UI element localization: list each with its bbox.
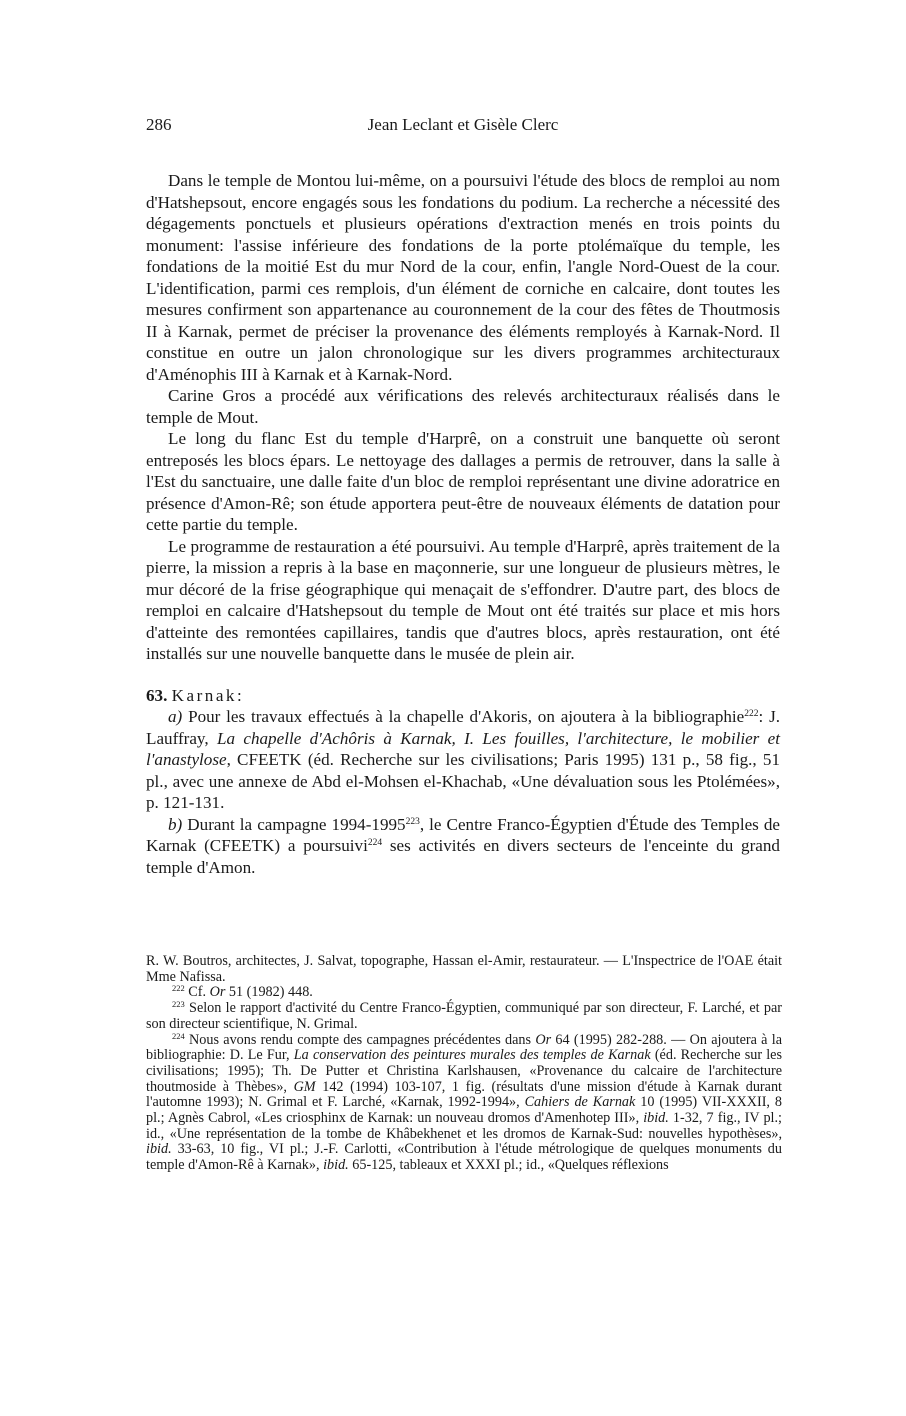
footnote-continuation: R. W. Boutros, architectes, J. Salvat, topographe, Hassan el-Amir, restaurateur. — L'Inspectrice de l'OAE était Mme Nafissa.	[146, 953, 782, 985]
footnote-223: $^{223}$ Selon le rapport d'activité du Centre Franco-Égyptien, communiqué par son directeur, F. Larché, et par son directeur scientifique, N. Grimal.	[146, 999, 782, 1032]
footnote-ref-224: 224	[367, 838, 383, 848]
footnotes	[146, 954, 782, 1174]
item-label-a: a)	[168, 707, 183, 726]
paragraph-mout: Carine Gros a procédé aux vérifications des relevés architecturaux réalisés dans le temple de Mout.	[146, 386, 780, 427]
page-number: 286	[146, 115, 172, 134]
section-number: 63.	[146, 685, 168, 705]
section-heading	[146, 685, 780, 707]
item-label-b: b)	[168, 814, 183, 834]
footnote-ref-222: 222	[744, 709, 759, 719]
footnote-222: $^{222}$ Cf. Or 51 (1982) 448.	[172, 983, 313, 1001]
book-title: La chapelle d'Achôris à Karnak, I. Les fouilles, l'architecture, le mobilier et l'anastylose	[146, 728, 780, 769]
main-text	[146, 170, 780, 878]
footnote-ref-223: 223	[405, 816, 420, 827]
running-header	[146, 114, 780, 136]
section-title: Karnak:	[171, 685, 245, 705]
paragraph-montou: Dans le temple de Montou lui-même, on a poursuivi l'étude des blocs de remploi au nom d'Hatshepsout, encore engagés sous les fondations du podium. La recherche a nécessité des dégagements ponctuels et plusieurs opérations d'extraction menés en trois points du monument: l'assise inférieure des fondations de la porte ptolémaïque du temple, les fondations de la moitié Est du mur Nord de la cour, enfin, l'angle Nord-Ouest de la cour. L'identification, parmi ces remplois, d'un élément de corniche en calcaire, dont toutes les mesures confirment son appartenance au couronnement de la cour des fêtes de Thoutmosis II à Karnak, permet de préciser la provenance des éléments remployés à Karnak-Nord. Il constitue en outre un jalon chronologique sur les divers programmes architecturaux d'Aménophis III à Karnak et à Karnak-Nord.	[146, 171, 780, 384]
paragraph-akoris: a) Pour les travaux effectués à la chapelle d'Akoris, on ajoutera à la bibliographie$^{222}$: J. Lauffray, La chapelle d'Achôris à Karnak, I. Les fouilles, l'architecture, le mobilier et l'anastylose, CFEETK (éd. Recherche sur les civilisations; Paris 1995) 131 p., 58 fig., 51 pl., avec une annexe de Abd el-Mohsen el-Khachab, «Une dévaluation sous les Ptolémées», p. 121-131.	[146, 707, 781, 812]
paragraph-campagne: b) Durant la campagne 1994-1995$^{223}$, le Centre Franco-Égyptien d'Étude des Temples de Karnak (CFEETK) a poursuivi$^{224}$ ses activités en divers secteurs de l'enceinte du grand temple d'Amon.	[146, 814, 780, 877]
paragraph-restauration: Le programme de restauration a été poursuivi. Au temple d'Harprê, après traitement de la pierre, la mission a repris à la base en maçonnerie, sur une longueur de plusieurs mètres, le mur décoré de la frise géographique qui menaçait de s'effondrer. D'autre part, des blocs de remploi en calcaire d'Hatshepsout du temple de Mout ont été traités sur place et mis hors d'atteinte des remontées capillaires, tandis que d'autres blocs, après restauration, ont été installés sur une nouvelle banquette dans le musée de plein air.	[146, 536, 780, 663]
footnote-224: $^{224}$ Nous avons rendu compte des campagnes précédentes dans Or 64 (1995) 282-288. — On ajoutera à la bibliographie: D. Le Fur, La conservation des peintures murales des temples de Karnak (éd. Recherche sur les civilisations; 1995); Th. De Putter et Christina Karlshausen, «Provenance du calcaire de l'architecture thoutmoside à Thèbes», GM 142 (1994) 103-107, 1 fig. (résultats d'une mission d'étude à Karnak durant l'automne 1993); N. Grimal et F. Larché, «Karnak, 1992-1994», Cahiers de Karnak 10 (1995) VII-XXXII, 8 pl.; Agnès Cabrol, «Les criosphinx de Karnak: un nouveau dromos d'Amenhotep III», ibid. 1-32, 7 fig., IV pl.; id., «Une représentation de la tombe de Khâbekhenet et les dromos de Karnak-Sud: nouvelles hypothèses», ibid. 33-63, 10 fig., VI pl.; J.-F. Carlotti, «Contribution à l'étude métrologique de quelques monuments du temple d'Amon-Rê à Karnak», ibid. 65-125, tableaux et XXXI pl.; id., «Quelques réflexions	[146, 1030, 783, 1174]
paragraph-harpre: Le long du flanc Est du temple d'Harprê, on a construit une banquette où seront entreposés les blocs épars. Le nettoyage des dallages a permis de retrouver, dans la salle à l'Est du sanctuaire, une dalle faite d'un bloc de remploi représentant une divine adoratrice en présence d'Amon-Rê; son étude apportera peut-être de nouveaux éléments de datation pour cette partie du temple.	[146, 429, 780, 534]
running-title: Jean Leclant et Gisèle Clerc	[367, 115, 559, 134]
